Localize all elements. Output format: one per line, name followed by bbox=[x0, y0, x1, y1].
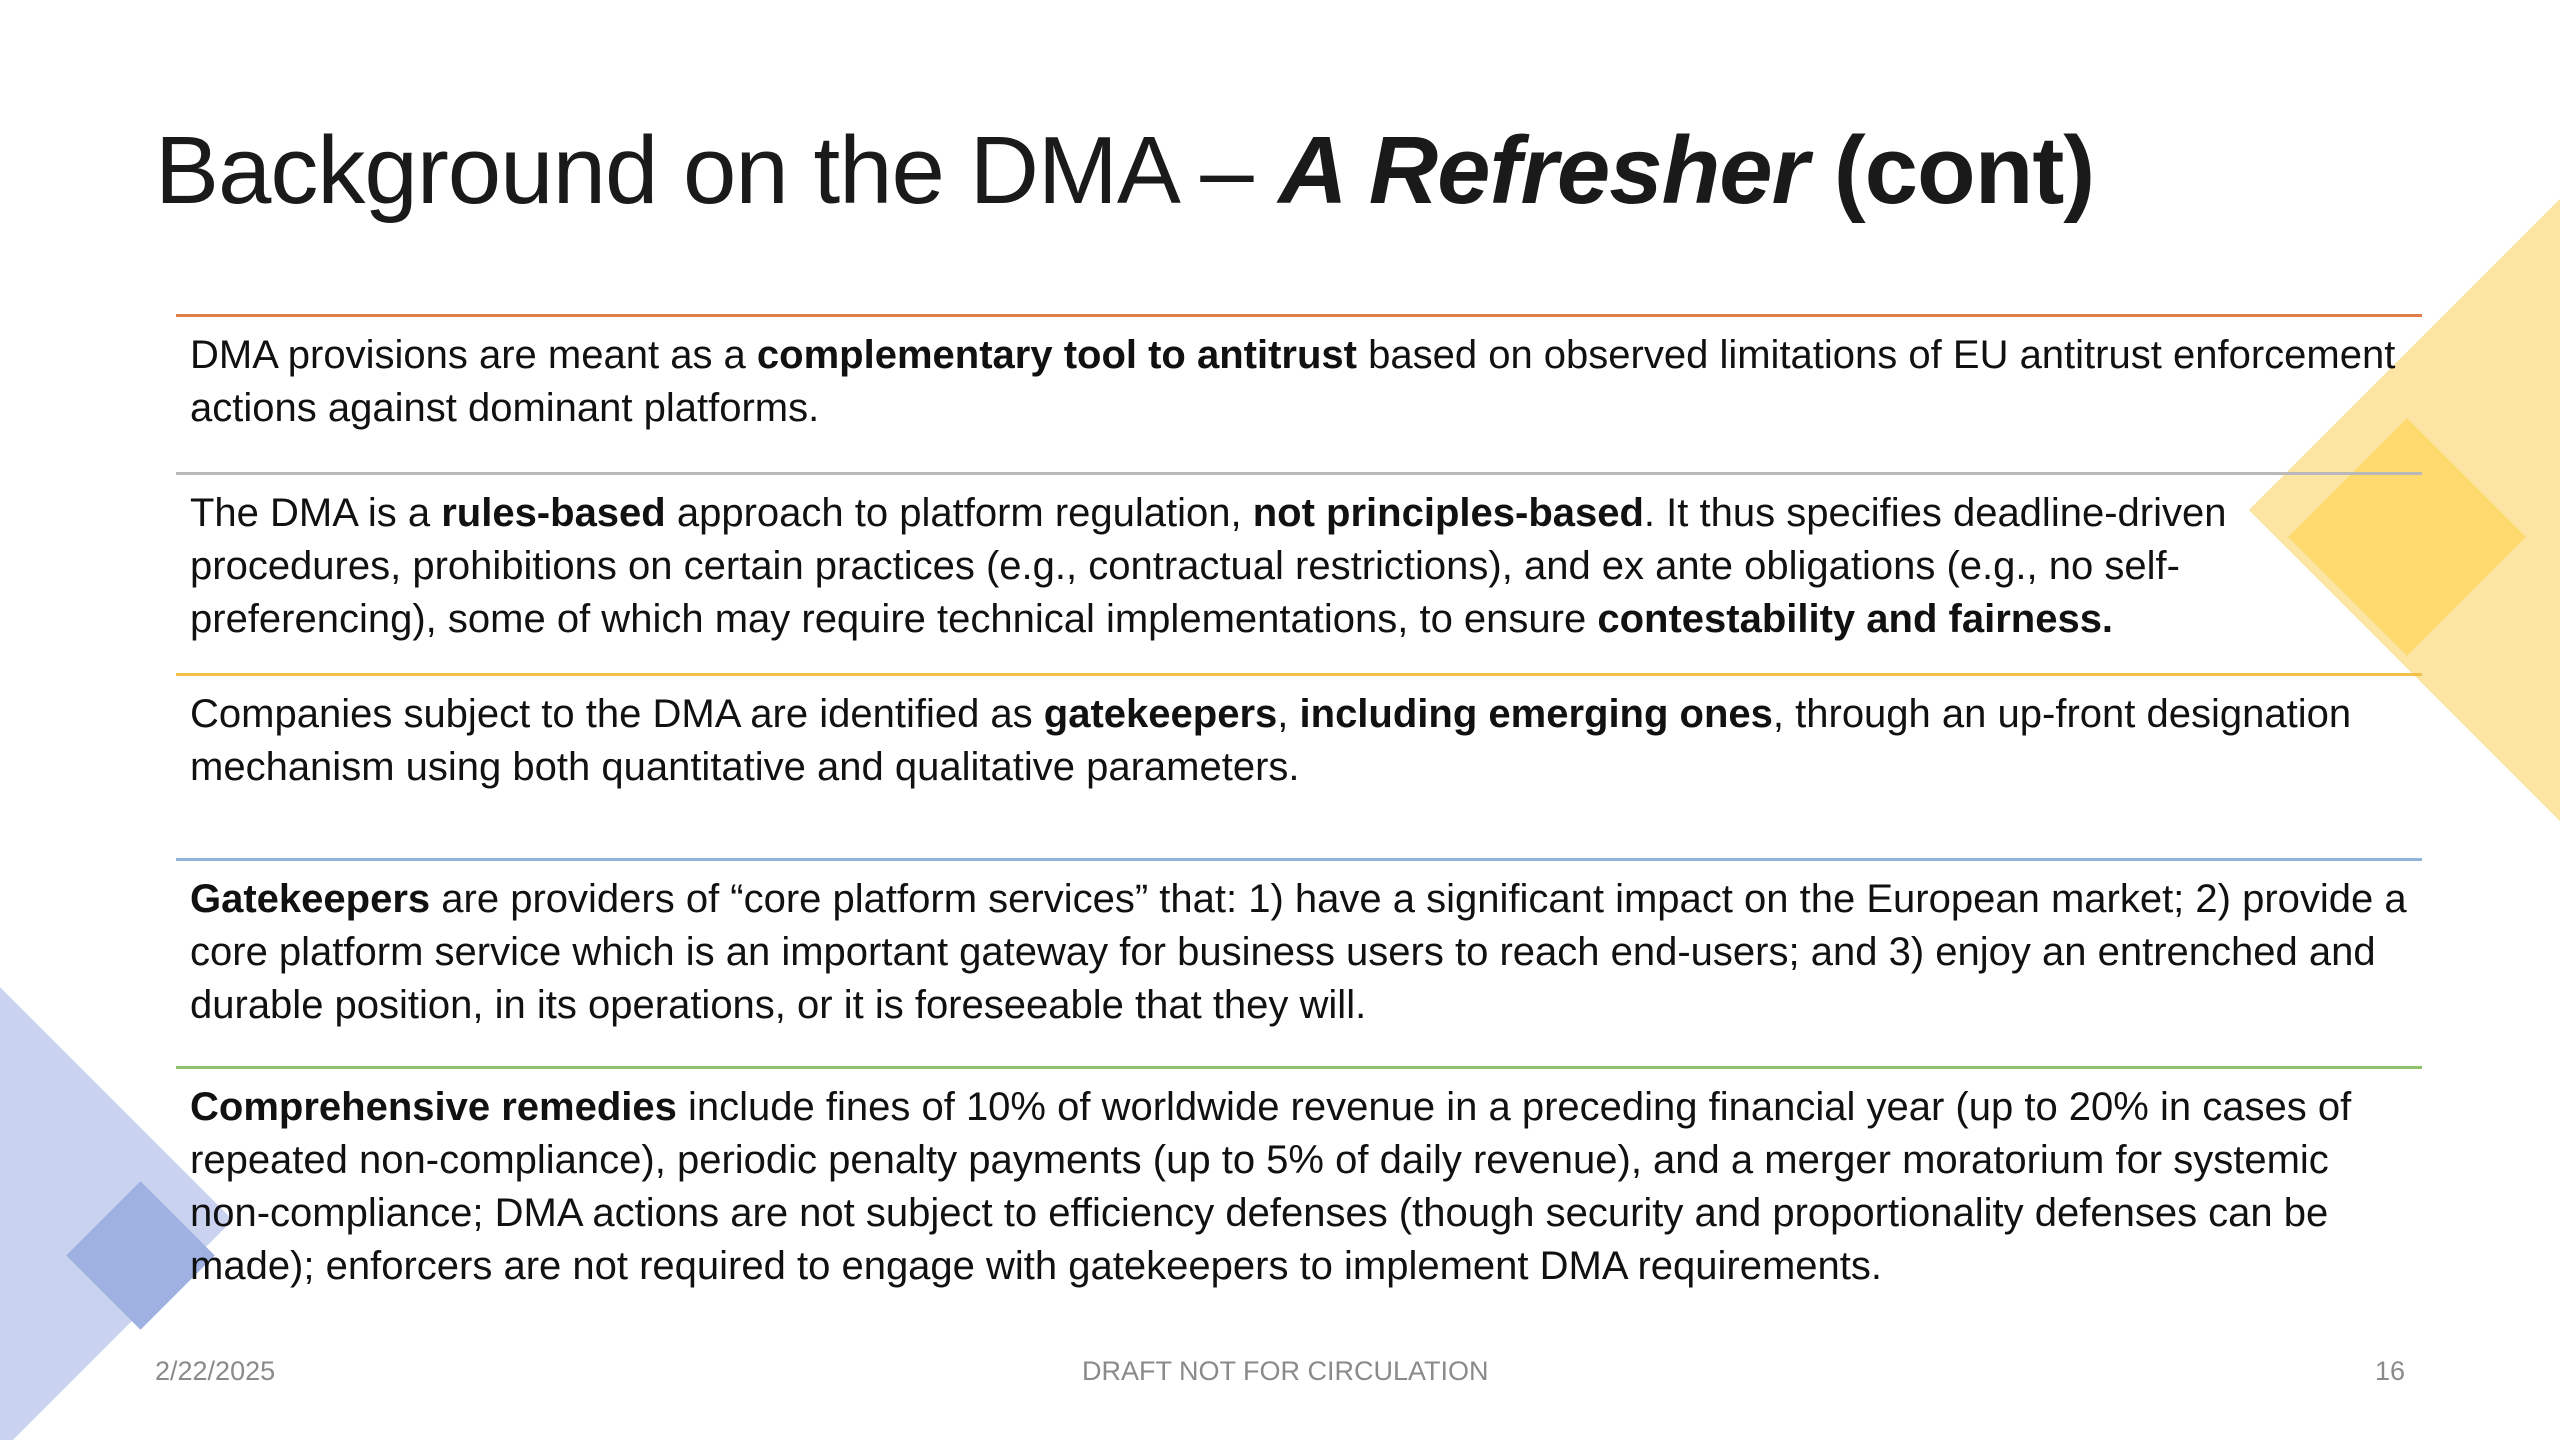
footer-draft-notice: DRAFT NOT FOR CIRCULATION bbox=[1082, 1356, 1489, 1386]
footer-date: 2/22/2025 bbox=[155, 1356, 276, 1386]
body-text: include fines of 10% of worldwide revenue in a preceding financial year (up to 20% in cases of repeated non-compliance), periodic penalty payments (up to 5% of daily revenue), and a merger moratorium for systemic non-compliance; DMA actions are not subject to efficiency defenses (though security and proportionality defenses can be made); enforcers are not required to engage with gatekeepers to implement DMA requirements. bbox=[190, 1085, 2352, 1288]
emphasized-text: gatekeepers bbox=[1043, 692, 1278, 736]
emphasized-text: contestability and fairness. bbox=[1597, 597, 2114, 641]
body-text: , through an up-front designation mechanism using both quantitative and qualitative parameters. bbox=[190, 692, 2352, 789]
body-text: Companies subject to the DMA are identified as bbox=[190, 692, 1044, 736]
content-row-gatekeeper-definition bbox=[176, 858, 2422, 1032]
slide-title-suffix: (cont) bbox=[1808, 117, 2095, 224]
slide-title-emphasis: A Refresher bbox=[1278, 117, 1809, 224]
emphasized-text: complementary tool to antitrust bbox=[756, 333, 1357, 377]
emphasized-text: rules-based bbox=[441, 491, 666, 535]
body-text: based on observed limitations of EU antitrust enforcement actions against dominant platforms. bbox=[190, 333, 2396, 430]
content-row-remedies bbox=[176, 1066, 2422, 1293]
emphasized-text: not principles-based bbox=[1252, 491, 1644, 535]
emphasized-text: Comprehensive remedies bbox=[190, 1085, 677, 1129]
content-row-antitrust bbox=[176, 314, 2422, 435]
slide-title bbox=[155, 118, 2094, 224]
footer-page-number: 16 bbox=[2374, 1356, 2405, 1386]
body-text: approach to platform regulation, bbox=[665, 491, 1253, 535]
content-row-rules-based bbox=[176, 472, 2422, 646]
body-text: DMA provisions are meant as a bbox=[190, 333, 757, 377]
emphasized-text: including emerging ones bbox=[1299, 692, 1773, 736]
body-text: are providers of “core platform services” that: 1) have a significant impact on the European market; 2) provide a core platform service which is an important gateway for business users to reach end-users; and 3) enjoy an entrenched and durable position, in its operations, or it is foreseeable that they will. bbox=[190, 877, 2407, 1027]
body-text: , bbox=[1277, 692, 1300, 736]
emphasized-text: Gatekeepers bbox=[190, 877, 431, 921]
slide-title-prefix: Background on the DMA – bbox=[155, 117, 1279, 224]
body-text: The DMA is a bbox=[190, 491, 442, 535]
body-text: . It thus specifies deadline-driven procedures, prohibitions on certain practices (e.g., contractual restrictions), and ex ante obligations (e.g., no self-preferencing), some of which may require technical implementations, to ensure bbox=[190, 491, 2227, 641]
content-row-gatekeeper-designation bbox=[176, 673, 2422, 794]
